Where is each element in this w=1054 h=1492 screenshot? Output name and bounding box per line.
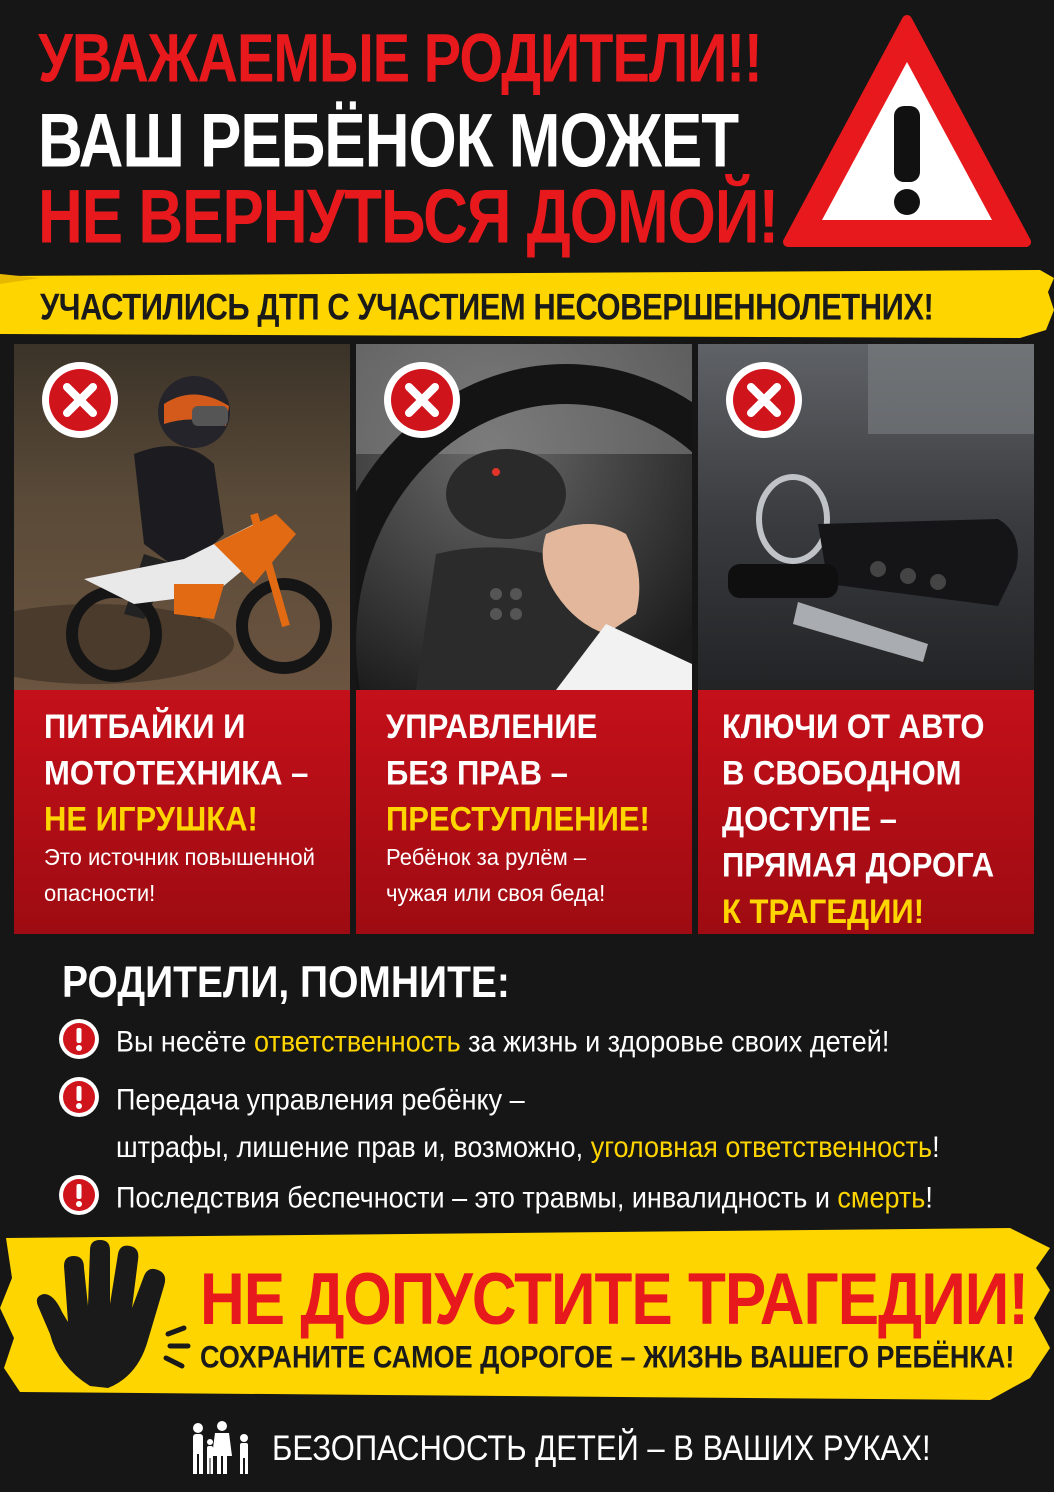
- x-circle-icon: [724, 360, 804, 440]
- panel-pitbike-title: [44, 704, 308, 843]
- panel-keys: [698, 344, 1034, 934]
- bottom-subtitle: СОХРАНИТЕ САМОЕ ДОРОГОЕ – ЖИЗНЬ ВАШЕГО РЕБЁНКА!: [200, 1340, 1015, 1375]
- title-highlight: НЕ ИГРУШКА!: [44, 799, 258, 839]
- warning-banner-text: УЧАСТИЛИСЬ ДТП С УЧАСТИЕМ НЕСОВЕРШЕННОЛЕТНИХ!: [40, 286, 934, 328]
- header-line-3: НЕ ВЕРНУТЬСЯ ДОМОЙ!: [38, 175, 779, 260]
- remember-title: РОДИТЕЛИ, ПОМНИТЕ:: [62, 958, 510, 1008]
- title-line: ПРЯМАЯ ДОРОГА: [722, 845, 995, 885]
- family-icon: [184, 1420, 258, 1476]
- panel-driving-title: [386, 704, 650, 843]
- panel-pitbike-subtitle: [44, 840, 315, 911]
- title-line: МОТОТЕХНИКА –: [44, 753, 309, 792]
- x-circle-icon: [40, 360, 120, 440]
- remember-item-1: [58, 1018, 1018, 1062]
- title-line: УПРАВЛЕНИЕ: [386, 707, 598, 746]
- bottom-title: НЕ ДОПУСТИТЕ ТРАГЕДИИ!: [200, 1259, 1028, 1341]
- title-line: КЛЮЧИ ОТ АВТО: [722, 707, 985, 746]
- panel-keys-text: [698, 690, 1034, 934]
- title-line: БЕЗ ПРАВ –: [386, 753, 568, 792]
- subtitle-line: Это источник повышенной: [44, 844, 315, 871]
- panel-pitbike-text: [14, 690, 350, 934]
- panel-driving-subtitle: [386, 840, 605, 911]
- remember-item-3: [58, 1174, 1018, 1218]
- panel-keys-title: [722, 704, 994, 934]
- remember-item-2-text: Передача управления ребёнку – штрафы, лишение прав и, возможно, уголовная ответственность!: [116, 1083, 940, 1164]
- title-line: ПИТБАЙКИ И: [44, 707, 246, 746]
- title-line: ДОСТУПЕ –: [722, 799, 897, 839]
- panel-pitbike: [14, 344, 350, 934]
- exclamation-circle-icon: [58, 1018, 100, 1060]
- stop-hand-icon: [28, 1236, 198, 1394]
- subtitle-line: опасности!: [44, 879, 156, 907]
- remember-item-3-text: Последствия беспечности – это травмы, инвалидность и смерть!: [116, 1181, 933, 1214]
- exclamation-circle-icon: [58, 1076, 100, 1118]
- remember-item-2: [58, 1076, 1018, 1166]
- title-highlight: ПРЕСТУПЛЕНИЕ!: [386, 799, 650, 839]
- x-circle-icon: [382, 360, 462, 440]
- subtitle-line: Ребёнок за рулём –: [386, 844, 587, 871]
- warning-triangle-icon: [782, 14, 1032, 250]
- exclamation-circle-icon: [58, 1174, 100, 1216]
- header-line-1: УВАЖАЕМЫЕ РОДИТЕЛИ!!: [38, 19, 762, 97]
- panel-driving-text: [356, 690, 692, 934]
- footer-text: БЕЗОПАСНОСТЬ ДЕТЕЙ – В ВАШИХ РУКАХ!: [272, 1428, 931, 1469]
- title-line: В СВОБОДНОМ: [722, 753, 962, 792]
- title-highlight: К ТРАГЕДИИ!: [722, 892, 925, 931]
- header-line-2: ВАШ РЕБЁНОК МОЖЕТ: [38, 99, 739, 184]
- panel-driving: [356, 344, 692, 934]
- remember-item-1-text: Вы несёте ответственность за жизнь и здоровье своих детей!: [116, 1025, 890, 1058]
- header: [0, 0, 1054, 268]
- subtitle-line: чужая или своя беда!: [386, 879, 606, 907]
